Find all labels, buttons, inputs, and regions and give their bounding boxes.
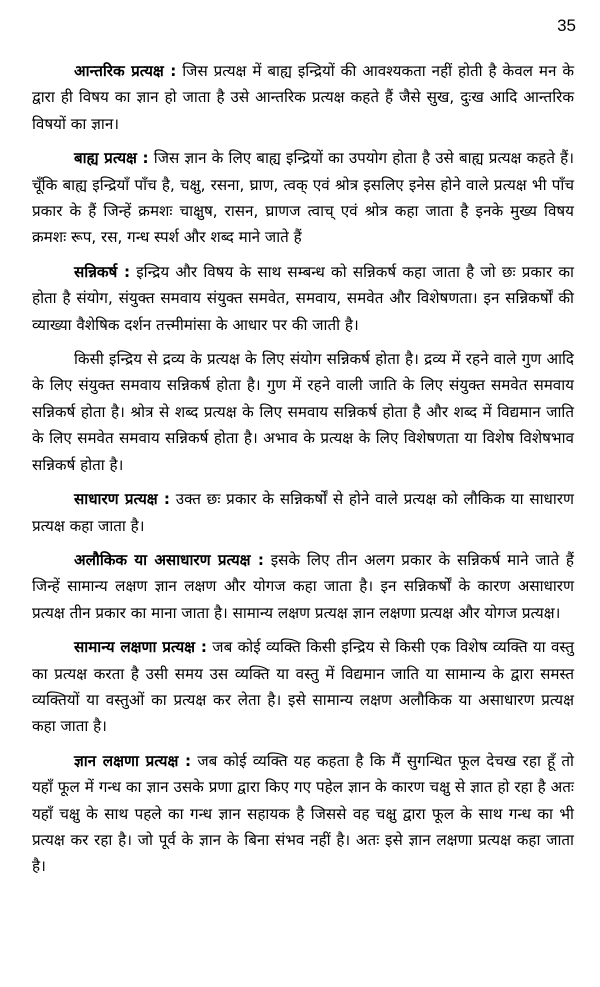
- term-heading: अलौकिक या असाधारण प्रत्यक्ष :: [74, 550, 264, 569]
- paragraph-text: जिस ज्ञान के लिए बाह्य इन्द्रियों का उपयोग होता है उसे बाह्य प्रत्यक्ष कहते हैं। चूँकि बाह्य इन्द्रियाँ पाँच है, चक्षु, रसना, घ्राण, त्वक् एवं श्रोत्र इसलिए इनेस होने वाले प्रत्यक्ष भी पाँच प्रकार के हैं जिन्हें क्रमशः चाक्षुष, रासन, घ्राणज त्वाच् एवं श्रोत्र कहा जाता है इनके मुख्य विषय क्रमशः रूप, रस, गन्ध स्पर्श और शब्द माने जाते हैं: [32, 149, 574, 247]
- paragraph-samanya-lakshana: [32, 634, 574, 740]
- term-heading: साधारण प्रत्यक्ष :: [74, 490, 170, 509]
- paragraph-text: इसके लिए तीन अलग प्रकार के सन्निकर्ष माने जाते हैं जिन्हें सामान्य लक्षण ज्ञान लक्षण और योगज कहा जाता है। इन सन्निकर्षों के कारण असाधारण प्रत्यक्ष तीन प्रकार का माना जाता है। सामान्य लक्षण प्रत्यक्ष ज्ञान लक्षणा प्रत्यक्ष और योगज प्रत्यक्ष।: [32, 550, 574, 622]
- paragraph-internal-perception: [32, 58, 574, 137]
- paragraph-text: किसी इन्द्रिय से द्रव्य के प्रत्यक्ष के लिए संयोग सन्निकर्ष होता है। द्रव्य में रहने वाले गुण आदि के लिए संयुक्त समवाय सन्निकर्ष होता है। गुण में रहने वाली जाति के लिए संयुक्त समवेत समवाय सन्निकर्ष होता है। श्रोत्र से शब्द प्रत्यक्ष के लिए समवाय सन्निकर्ष होता है और शब्द में विद्यमान जाति के लिए समवेत समवाय सन्निकर्ष होता है। अभाव के प्रत्यक्ष के लिए विशेषणता या विशेष विशेषभाव सन्निकर्ष होता है।: [32, 350, 574, 474]
- term-heading: आन्तरिक प्रत्यक्ष :: [74, 62, 177, 80]
- paragraph-text: जब कोई व्यक्ति किसी इन्द्रिय से किसी एक विशेष व्यक्ति या वस्तु का प्रत्यक्ष करता है उसी समय उस व्यक्ति या वस्तु में विद्यमान जाति या सामान्य के द्वारा समस्त व्यक्तियों या वस्तुओं का प्रत्यक्ष कर लेता है। इसे सामान्य लक्षण अलौकिक या असाधारण प्रत्यक्ष कहा जाता है।: [32, 638, 574, 736]
- page-body: [32, 58, 574, 888]
- paragraph-text: इन्द्रिय और विषय के साथ सम्बन्ध को सन्निकर्ष कहा जाता है जो छः प्रकार का होता है संयोग, संयुक्त समवाय संयुक्त समवेत, समवाय, समवेत और विशेषणता। इन सन्निकर्षों की व्याख्या वैशेषिक दर्शन तत्त्मीमांसा के आधार पर की जाती है।: [32, 262, 574, 334]
- paragraph-contact-types: [32, 346, 574, 478]
- paragraph-text: उक्त छः प्रकार के सन्निकर्षों से होने वाले प्रत्यक्ष को लौकिक या साधारण प्रत्यक्ष कहा जाता है।: [32, 490, 574, 535]
- paragraph-sannikarsha: [32, 259, 574, 338]
- paragraph-ordinary-perception: [32, 486, 574, 539]
- term-heading: ज्ञान लक्षणा प्रत्यक्ष :: [74, 751, 192, 770]
- term-heading: सामान्य लक्षणा प्रत्यक्ष :: [74, 638, 207, 657]
- paragraph-text: जिस प्रत्यक्ष में बाह्य इन्द्रियों की आवश्यकता नहीं होती है केवल मन के द्वारा ही विषय का ज्ञान हो जाता है उसे आन्तरिक प्रत्यक्ष कहते हैं जैसे सुख, दुःख आदि आन्तरिक विषयों का ज्ञान।: [32, 62, 575, 133]
- term-heading: बाह्य प्रत्यक्ष :: [74, 149, 149, 168]
- paragraph-jnana-lakshana: [32, 748, 574, 880]
- term-heading: सन्निकर्ष :: [74, 262, 131, 281]
- page-number: 35: [557, 16, 576, 35]
- paragraph-extraordinary-perception: [32, 547, 574, 626]
- paragraph-external-perception: [32, 145, 574, 251]
- paragraph-text: जब कोई व्यक्ति यह कहता है कि मैं सुगन्धित फूल देचख रहा हूँ तो यहाँ फूल में गन्ध का ज्ञान उसके प्रणा द्वारा किए गए पहेल ज्ञान के कारण चक्षु से ज्ञात हो रहा है अतः यहाँ चक्षु के साथ पहले का गन्ध ज्ञान सहायक है जिससे वह चक्षु द्वारा फूल के साथ गन्ध का भी प्रत्यक्ष कर रहा है। जो पूर्व के ज्ञान के बिना संभव नहीं है। अतः इसे ज्ञान लक्षणा प्रत्यक्ष कहा जाता है।: [32, 751, 574, 876]
